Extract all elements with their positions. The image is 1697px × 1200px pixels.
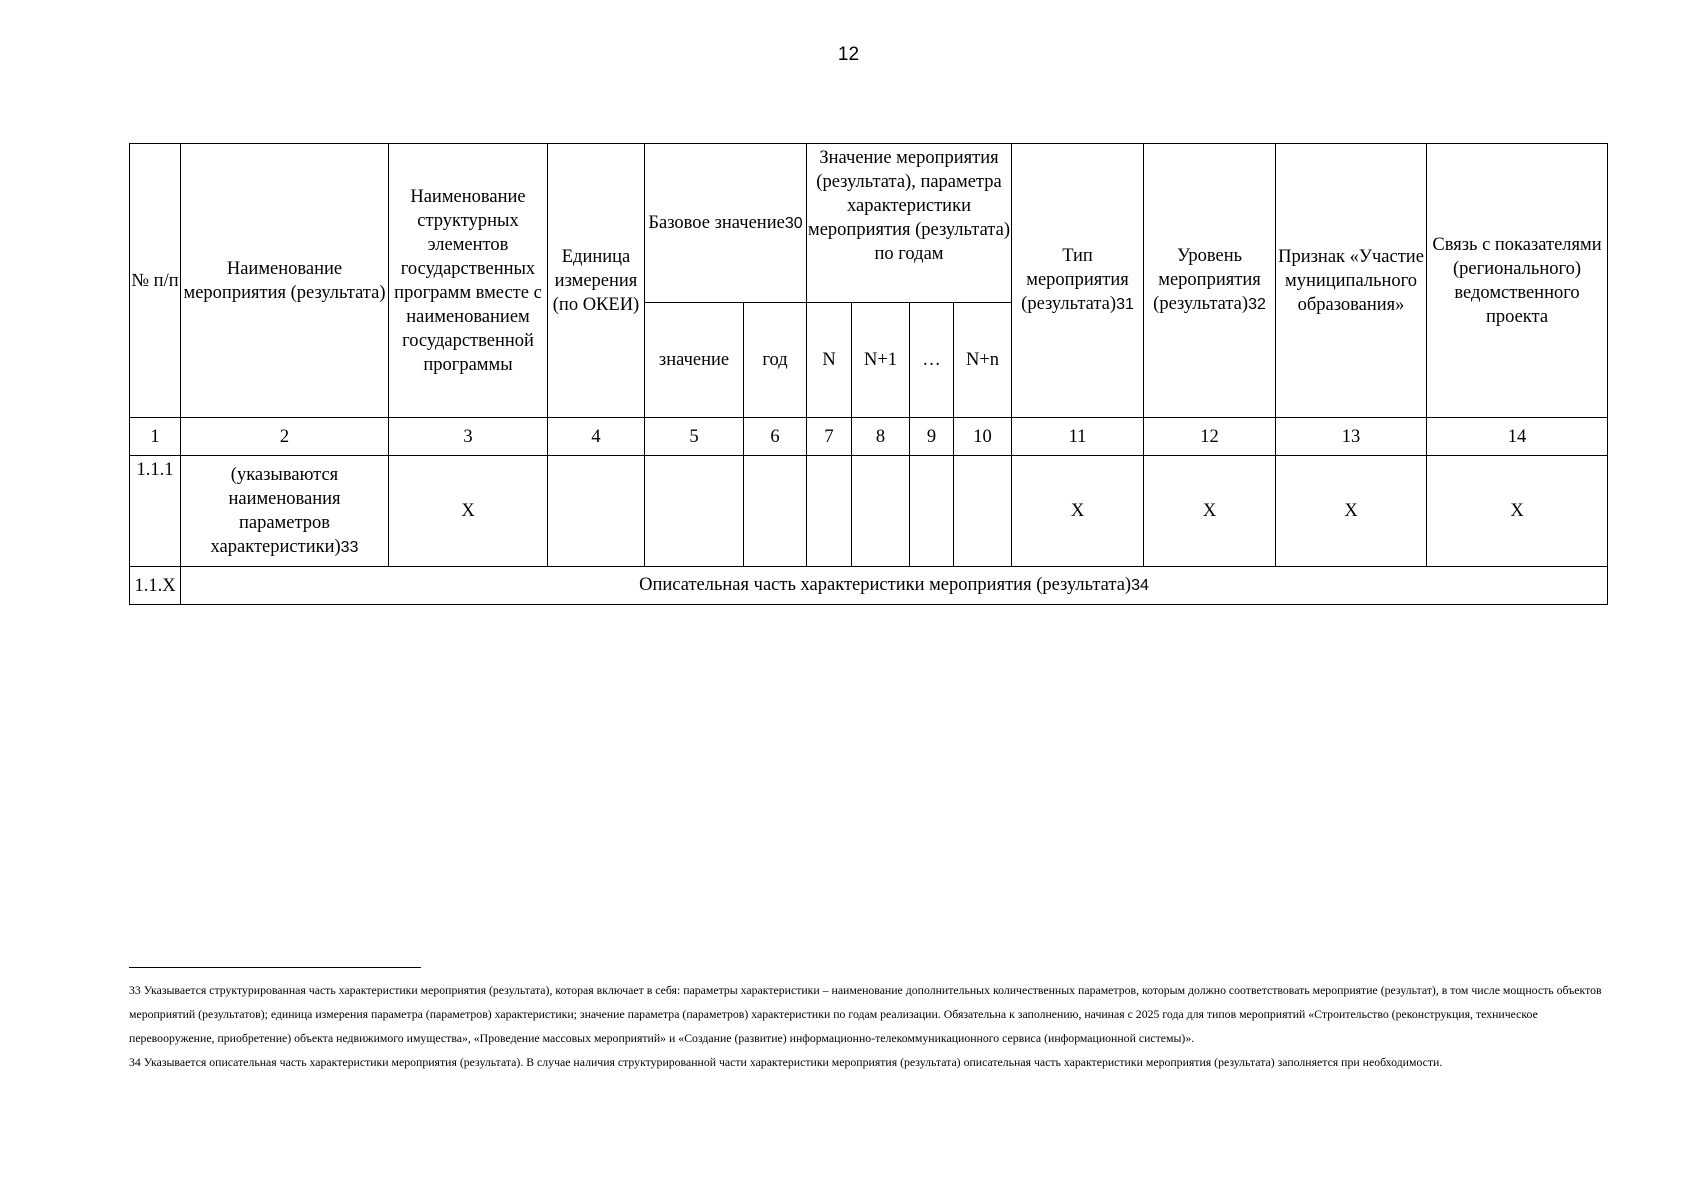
footnotes — [129, 978, 1609, 1074]
row-activity-name — [181, 456, 389, 567]
header-base-value-label: Базовое значение — [648, 212, 785, 233]
header-municipal-participation: Признак «Участие муниципального образования» — [1276, 144, 1427, 418]
row-activity-name-text: (указываются наименования параметров характеристики) — [210, 464, 341, 557]
footnote-34: 34 Указывается описательная часть характеристики мероприятия (результата). В случае наличия структурированной части характеристики мероприятия (результата) описательная часть характеристики мероприятия (результата) заполняется при необходимости. — [129, 1055, 1443, 1069]
footnote-ref-33: 33 — [340, 538, 359, 556]
column-number: 11 — [1012, 418, 1144, 456]
header-base-value — [645, 144, 807, 303]
column-number: 6 — [744, 418, 807, 456]
activity-table — [129, 143, 1608, 605]
row-structural-elements: X — [389, 456, 548, 567]
footnote-ref-34: 34 — [1131, 577, 1149, 594]
table-row — [130, 567, 1608, 605]
column-number: 12 — [1144, 418, 1276, 456]
row-base-value — [645, 456, 744, 567]
footnote-ref-31: 31 — [1116, 296, 1134, 313]
row-year-n — [807, 456, 852, 567]
column-number: 5 — [645, 418, 744, 456]
column-number: 14 — [1427, 418, 1608, 456]
footnote-separator — [129, 967, 421, 968]
footnote-33: 33 Указывается структурированная часть характеристики мероприятия (результата), которая включает в себя: параметры характеристики – наименование дополнительных количественных параметров, которым должно соответствовать мероприятие (результат), в том числе мощность объектов мероприятий (результатов); единица измерения параметра (параметров) характеристики; значение параметра (параметров) характеристики по годам реализации. Обязательна к заполнению, начиная с 2025 года для типов мероприятий «Строительство (реконструкция, техническое перевооружение, приобретение) объекта недвижимого имущества», «Проведение массовых мероприятий» и «Создание (развитие) информационно-телекоммуникационного сервиса (информационной системы)». — [129, 983, 1602, 1045]
table-row — [130, 456, 1608, 567]
column-number: 4 — [548, 418, 645, 456]
column-number: 13 — [1276, 418, 1427, 456]
row-number: 1.1.X — [130, 567, 181, 605]
column-number: 2 — [181, 418, 389, 456]
row-activity-type: X — [1012, 456, 1144, 567]
header-values-by-years: Значение мероприятия (результата), параметра характеристики мероприятия (результата) по годам — [807, 144, 1012, 303]
header-activity-name: Наименование мероприятия (результата) — [181, 144, 389, 418]
footnote-ref-32: 32 — [1248, 296, 1266, 313]
footnote-ref-30: 30 — [784, 214, 803, 232]
header-year-n-plus-1: N+1 — [852, 303, 910, 418]
column-number: 9 — [910, 418, 954, 456]
header-activity-level — [1144, 144, 1276, 418]
column-number: 10 — [954, 418, 1012, 456]
header-activity-type — [1012, 144, 1144, 418]
header-structural-elements: Наименование структурных элементов государственных программ вместе с наименованием государственной программы — [389, 144, 548, 418]
row-year-n-plus-n — [954, 456, 1012, 567]
row-number: 1.1.1 — [130, 456, 181, 567]
row-description — [181, 567, 1608, 605]
header-num: № п/п — [130, 144, 181, 418]
row-year-ellipsis — [910, 456, 954, 567]
row-base-year — [744, 456, 807, 567]
header-base-value-value: значение — [645, 303, 744, 418]
column-number: 8 — [852, 418, 910, 456]
header-unit: Единица измерения (по ОКЕИ) — [548, 144, 645, 418]
row-year-n-plus-1 — [852, 456, 910, 567]
header-year-ellipsis: … — [910, 303, 954, 418]
column-number: 3 — [389, 418, 548, 456]
column-number: 1 — [130, 418, 181, 456]
header-activity-level-label: Уровень мероприятия (результата) — [1153, 246, 1261, 314]
header-year-n-plus-n: N+n — [954, 303, 1012, 418]
header-year-n: N — [807, 303, 852, 418]
row-unit — [548, 456, 645, 567]
row-municipal-participation: X — [1276, 456, 1427, 567]
row-activity-level: X — [1144, 456, 1276, 567]
row-description-text: Описательная часть характеристики мероприятия (результата) — [639, 575, 1132, 595]
header-project-indicators-link: Связь с показателями (регионального) ведомственного проекта — [1427, 144, 1608, 418]
column-number: 7 — [807, 418, 852, 456]
header-base-value-year: год — [744, 303, 807, 418]
row-project-indicators-link: X — [1427, 456, 1608, 567]
column-numbers-row — [130, 418, 1608, 456]
header-activity-type-label: Тип мероприятия (результата) — [1021, 246, 1129, 314]
page-number: 12 — [837, 44, 860, 65]
